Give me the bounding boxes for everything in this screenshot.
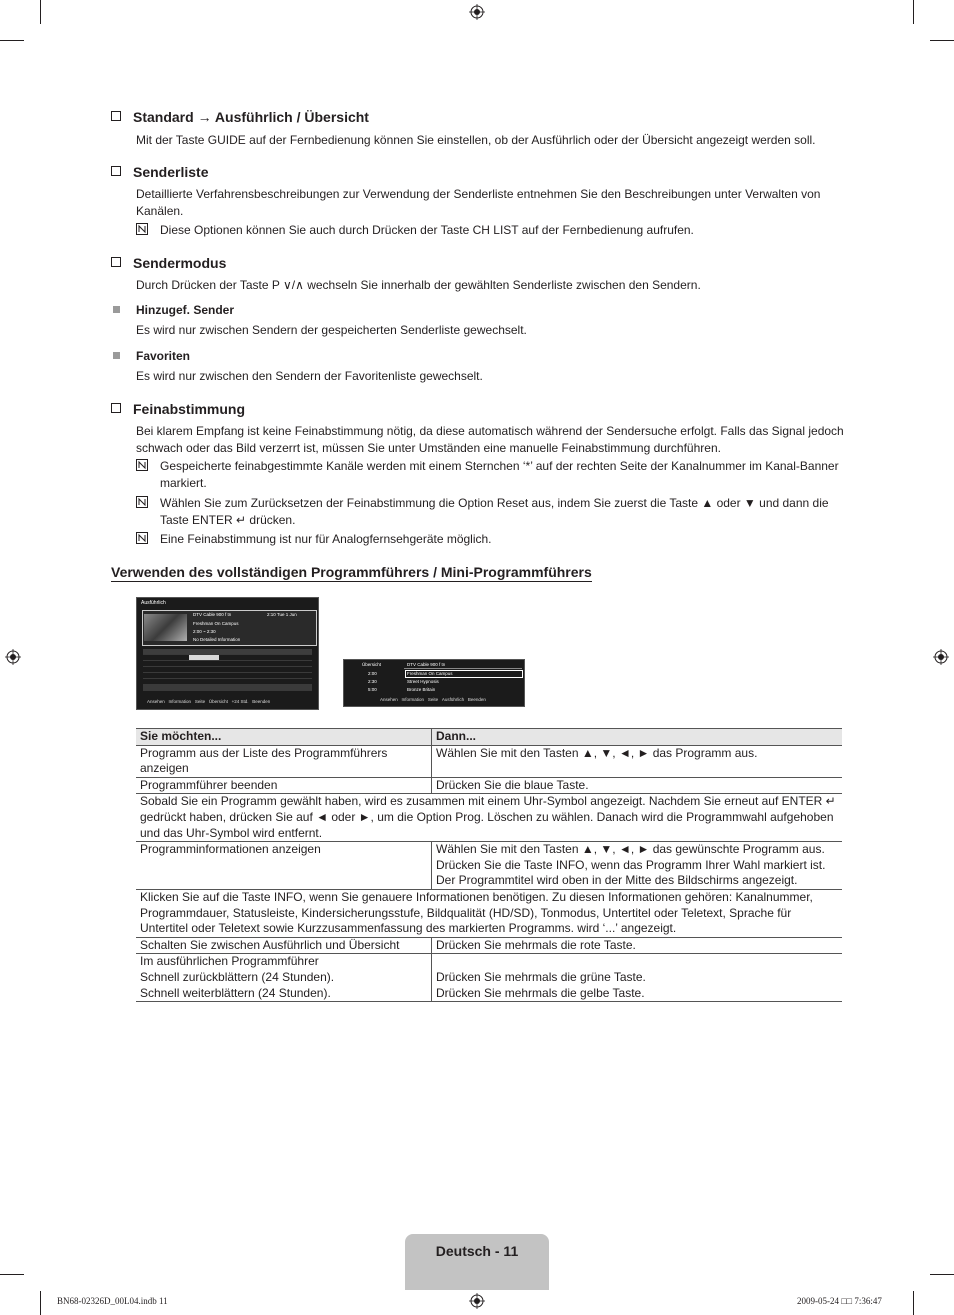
screenshot-full-thumbnail: [144, 614, 187, 641]
screenshot-full-guide: [136, 597, 319, 710]
table-cell: Schalten Sie zwischen Ausführlich und Übersicht: [136, 937, 432, 954]
screenshot-full-program: Freshman On Campus: [193, 621, 239, 626]
note-senderliste: Diese Optionen können Sie auch durch Drücken der Taste CH LIST auf der Fernbedienung aufrufen.: [136, 222, 846, 239]
section-heading-senderliste: Senderliste: [111, 164, 208, 180]
table-cell-line: Schnell weiterblättern (24 Stunden).: [140, 985, 331, 1000]
screenshot-mini-time: 5:00: [368, 687, 377, 692]
screenshot-full-footer: Ansehen Information Seite Übersicht +24 Std. Beenden: [147, 699, 271, 704]
screenshot-mini-program: Bronze Britain: [407, 687, 436, 692]
section-text-feinabstimmung: Bei klarem Empfang ist keine Feinabstimmung nötig, da diese automatisch während der Sendersuche erfolgt. Falls das Signal jedoch schwach oder das Bild verzerrt ist, müssen Sie unter Umständen eine manuelle Feinabstimmung durchführen.: [136, 424, 844, 455]
screenshot-full-row: [143, 685, 312, 691]
screenshot-mini-guide: [343, 659, 525, 707]
table-cell: Drücken Sie die blaue Taste.: [432, 777, 843, 794]
table-cell: Wählen Sie mit den Tasten ▲, ▼, ◄, ► das Programm aus.: [432, 745, 843, 777]
table-row: [136, 842, 842, 890]
screenshot-mini-time: 2:30: [368, 679, 377, 684]
note-icon: [136, 496, 148, 508]
subtext-hinzugef-sender: Es wird nur zwischen Sendern der gespeicherten Senderliste gewechselt.: [136, 323, 527, 337]
table-cell: [432, 954, 843, 1002]
table-row: [136, 745, 842, 777]
table-cell-line: Drücken Sie mehrmals die grüne Taste.: [436, 969, 646, 984]
table-row: [136, 937, 842, 954]
table-header-row: [136, 729, 842, 746]
table-cell: Programmführer beenden: [136, 777, 432, 794]
table-cell-line: Schnell zurückblättern (24 Stunden).: [140, 969, 335, 984]
crop-mark: [913, 0, 914, 24]
crop-mark: [40, 0, 41, 24]
section-text-standard: Mit der Taste GUIDE auf der Fernbedienung können Sie einstellen, ob der Ausführlich oder der Übersicht angezeigt werden soll.: [136, 133, 816, 147]
screenshot-mini-time: 2:00: [368, 671, 377, 676]
section-heading-feinabstimmung: Feinabstimmung: [111, 401, 245, 417]
table-row: [136, 794, 842, 842]
table-cell: Drücken Sie mehrmals die rote Taste.: [432, 937, 843, 954]
table-cell: Programm aus der Liste des Programmführers anzeigen: [136, 745, 432, 777]
crop-mark: [0, 40, 24, 41]
note-icon: [136, 223, 148, 235]
table-header-cell: Dann...: [432, 729, 843, 746]
screenshot-mini-channel: DTV Cable 900 f tn: [407, 662, 446, 667]
table-header-cell: Sie möchten...: [136, 729, 432, 746]
table-cell: Klicken Sie auf die Taste INFO, wenn Sie genauere Informationen benötigen. Zu diesen Informationen gehören: Kanalnummer, Programmdauer, Statusleiste, Kindersicherungsstufe, Bildqualität (HD/SD), Tonmodus, Untertitel oder Teletext, Sprache für Untertitel oder Teletext sowie Kurzzusammenfassung des markierten Programms. wird ‘...’ angezeigt.: [136, 889, 842, 937]
imprint-date: 2009-05-24 □□ 7:36:47: [797, 1296, 882, 1306]
page-number-label: Deutsch - 11: [435, 1243, 519, 1259]
screenshot-full-header: Ausführlich: [141, 600, 166, 606]
table-row: [136, 889, 842, 937]
page-number-tab: [405, 1234, 549, 1290]
table-row: [136, 777, 842, 794]
registration-mark-icon: [469, 1293, 485, 1309]
table-cell: Programminformationen anzeigen: [136, 842, 432, 890]
note-feinabstimmung-3: Eine Feinabstimmung ist nur für Analogfernsehgeräte möglich.: [136, 531, 846, 548]
subheading-favoriten: Favoriten: [113, 349, 190, 363]
registration-mark-icon: [5, 649, 21, 665]
guide-table: [136, 728, 842, 1002]
main-title: Verwenden des vollständigen Programmführers / Mini-Programmführers: [111, 564, 592, 580]
screenshot-full-selection: [189, 655, 219, 660]
subheading-hinzugef-sender: Hinzugef. Sender: [113, 303, 234, 317]
section-heading-sendermodus: Sendermodus: [111, 255, 226, 271]
crop-mark: [40, 1291, 41, 1315]
table-cell-line: Drücken Sie mehrmals die gelbe Taste.: [436, 985, 645, 1000]
crop-mark: [930, 1274, 954, 1275]
imprint-file: BN68-02326D_00L04.indb 11: [57, 1296, 168, 1306]
registration-mark-icon: [469, 4, 485, 20]
crop-mark: [930, 40, 954, 41]
table-cell-line: Im ausführlichen Programmführer: [140, 954, 319, 969]
note-icon: [136, 532, 148, 544]
screenshot-mini-footer: Ansehen Information Seite Ausführlich Beenden: [380, 697, 486, 702]
screenshot-mini-header: Übersicht: [362, 662, 382, 667]
section-text-sendermodus: Durch Drücken der Taste P ∨/∧ wechseln Sie innerhalb der gewählten Senderliste zwischen den Sendern.: [136, 278, 701, 292]
screenshot-mini-divider: [404, 668, 522, 669]
subtext-favoriten: Es wird nur zwischen den Sendern der Favoritenliste gewechselt.: [136, 369, 483, 383]
table-cell: Sobald Sie ein Programm gewählt haben, wird es zusammen mit einem Uhr-Symbol angezeigt. Nachdem Sie erneut auf ENTER ↵ gedrückt haben, drücken Sie auf ◄ oder ►, um die Option Prog. Löschen zu wählen. Danach wird die Programmwahl aufgehoben und das Uhr-Symbol wird entfernt.: [136, 794, 842, 842]
section-text-senderliste: Detaillierte Verfahrensbeschreibungen zur Verwendung der Senderliste entnehmen Sie den Beschreibungen unter Verwalten von Kanälen.: [136, 187, 821, 218]
table-cell: Wählen Sie mit den Tasten ▲, ▼, ◄, ► das gewünschte Programm aus. Drücken Sie die Taste INFO, wenn das Programm Ihrer Wahl markiert ist. Der Programmtitel wird oben in der Mitte des Bildschirms angezeigt.: [432, 842, 843, 890]
screenshot-full-info: No Detailed Information: [193, 637, 241, 642]
section-heading-standard: Standard → Ausführlich / Übersicht: [111, 109, 369, 125]
note-feinabstimmung-1: Gespeicherte feinabgestimmte Kanäle werden mit einem Sternchen ‘*’ auf der rechten Seite der Kanalnummer im Kanal-Banner markiert.: [136, 458, 846, 492]
note-feinabstimmung-2: Wählen Sie zum Zurücksetzen der Feinabstimmung die Option Reset aus, indem Sie zuerst die Taste ▲ oder ▼ und dann die Taste ENTER ↵ drücken.: [136, 495, 846, 529]
registration-mark-icon: [933, 649, 949, 665]
crop-mark: [913, 1291, 914, 1315]
note-icon: [136, 459, 148, 471]
screenshot-full-time: 2:10 Tue 1 Jun: [267, 612, 297, 617]
screenshot-full-channel: DTV Cable 900 f tn: [193, 612, 232, 617]
screenshot-mini-program: Freshman On Campus: [407, 671, 453, 676]
screenshot-full-slot: 2:00 ~ 2:30: [193, 629, 216, 634]
table-row: [136, 954, 842, 1002]
table-cell: [136, 954, 432, 1002]
screenshot-mini-program: Street Hypnosis: [407, 679, 439, 684]
crop-mark: [0, 1274, 24, 1275]
